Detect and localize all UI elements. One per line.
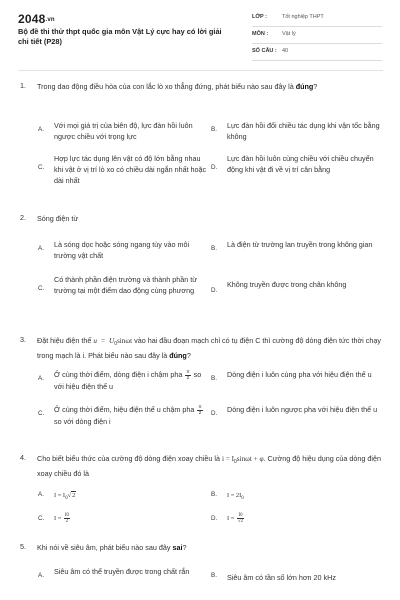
fraction: $\frac{I0}{2}$ [64,513,69,525]
option-c[interactable] [38,513,213,527]
question-number: 3. [20,335,26,344]
question-number: 4. [20,453,26,462]
option-letter: D. [211,515,218,522]
page-header [0,0,400,72]
option-letter: A. [38,245,44,252]
question-stem: Đặt hiệu điện thế $u = U_0\sin\omega t$ vào hai đầu đoạn mạch chỉ có tụ điện C thì cường độ dòng điện tức thời chạy trong mạch là i. Phát biểu nào sau đây là đúng? [37,336,381,360]
option-text: Siêu âm có tần số lớn hơn 20 kHz [227,573,336,582]
option-letter: B. [211,126,217,133]
meta-row-subject [252,30,382,44]
option-letter: B. [211,572,217,579]
option-text: Không truyền được trong chân không [227,280,347,289]
pi-over-2-fraction: $\frac{\pi}{2}$ [198,404,202,416]
option-letter: A. [38,375,44,382]
meta-row-class [252,13,382,27]
meta-value-count: 40 [282,48,289,54]
document-title: Bộ đề thi thử thpt quốc gia môn Vật Lý cực hay có lời giải chi tiết (P28) [18,27,222,46]
option-d[interactable] [211,513,386,527]
meta-table [252,13,382,64]
option-letter: C. [38,285,45,292]
option-letter: B. [211,375,217,382]
option-text: Dòng điện i luôn ngược pha với hiệu điện thế u [227,405,378,414]
option-letter: B. [211,245,217,252]
option-text: Ở cùng thời điểm, hiệu điện thế u chậm pha $\frac{\pi}{2}$ so với dòng điện i [54,404,202,426]
question-stem: Khi nói về siêu âm, phát biểu nào sau đây sai? [37,543,187,552]
option-a[interactable] [38,490,213,502]
meta-value-subject: Vật lý [282,31,296,37]
sqrt-symbol: √2 [67,492,76,499]
question-number: 1. [20,81,26,90]
option-letter: C. [38,164,45,171]
option-text: Lực đàn hồi luôn cùng chiều với chiều chuyển động khi vật đi về vị trí cân bằng [227,154,374,174]
meta-label-subject: MÔN : [252,31,269,37]
option-text: Dòng điện i luôn cùng pha với hiệu điện thế u [227,370,372,379]
option-letter: D. [211,410,218,417]
option-text: Có thành phần điện trường và thành phần từ trường tại một điểm dao động cùng phương [54,275,198,295]
meta-label-class: LỚP : [252,14,267,20]
option-b[interactable] [211,490,386,502]
pi-over-2-fraction: $\frac{\pi}{2}$ [186,369,190,381]
option-text: Là điện từ trường lan truyền trong không gian [227,240,373,249]
option-text: Lực đàn hồi đổi chiều tác dụng khi vận tốc bằng không [227,121,380,141]
option-text: I = $\frac{I0}{√2}$ [227,513,243,525]
question-number: 2. [20,213,26,222]
fraction: $\frac{I0}{√2}$ [237,513,243,525]
option-letter: C. [38,515,45,522]
option-text: I = $\frac{I0}{2}$ [54,513,69,525]
header-divider [18,70,383,71]
option-letter: C. [38,410,45,417]
option-text: Ở cùng thời điểm, dòng điện i chậm pha $\frac{\pi}{2}$ so với hiệu điện thế u [54,369,202,391]
option-text: Là sóng dọc hoặc sóng ngang tùy vào môi trường vật chất [54,240,190,260]
option-text: $I = I_0√2$ [54,492,76,501]
site-logo[interactable]: 2048.vn [18,12,55,26]
meta-value-class: Tốt nghiệp THPT [282,14,324,20]
option-letter: A. [38,572,44,579]
option-text: $I = 2I_0$ [227,492,244,501]
question-stem: Sóng điện từ [37,214,79,223]
option-letter: A. [38,126,44,133]
option-text: Hợp lực tác dụng lên vật có độ lớn bằng nhau khi vật ở vị trí lò xo có chiều dài ngắn nhất hoặc dài nhất [54,154,207,185]
meta-row-count [252,47,382,61]
meta-label-count: SỐ CÂU : [252,48,277,54]
option-text: Siêu âm có thể truyền được trong chất rắn [54,567,190,576]
option-letter: A. [38,491,44,498]
question-stem: Trong dao động điều hòa của con lắc lò xo thẳng đứng, phát biểu nào sau đây là đúng? [37,82,318,91]
option-letter: D. [211,287,218,294]
option-letter: D. [211,164,218,171]
question-stem: Cho biết biểu thức của cường độ dòng điện xoay chiều là $i = I_0\sin\omega t + \varphi$. Cường độ hiệu dụng của dòng điện xoay chiều đó là [37,454,381,478]
option-text: Với mọi giá trị của biên độ, lực đàn hồi luôn ngược chiều với trọng lực [54,121,193,141]
option-letter: B. [211,491,217,498]
question-number: 5. [20,542,26,551]
